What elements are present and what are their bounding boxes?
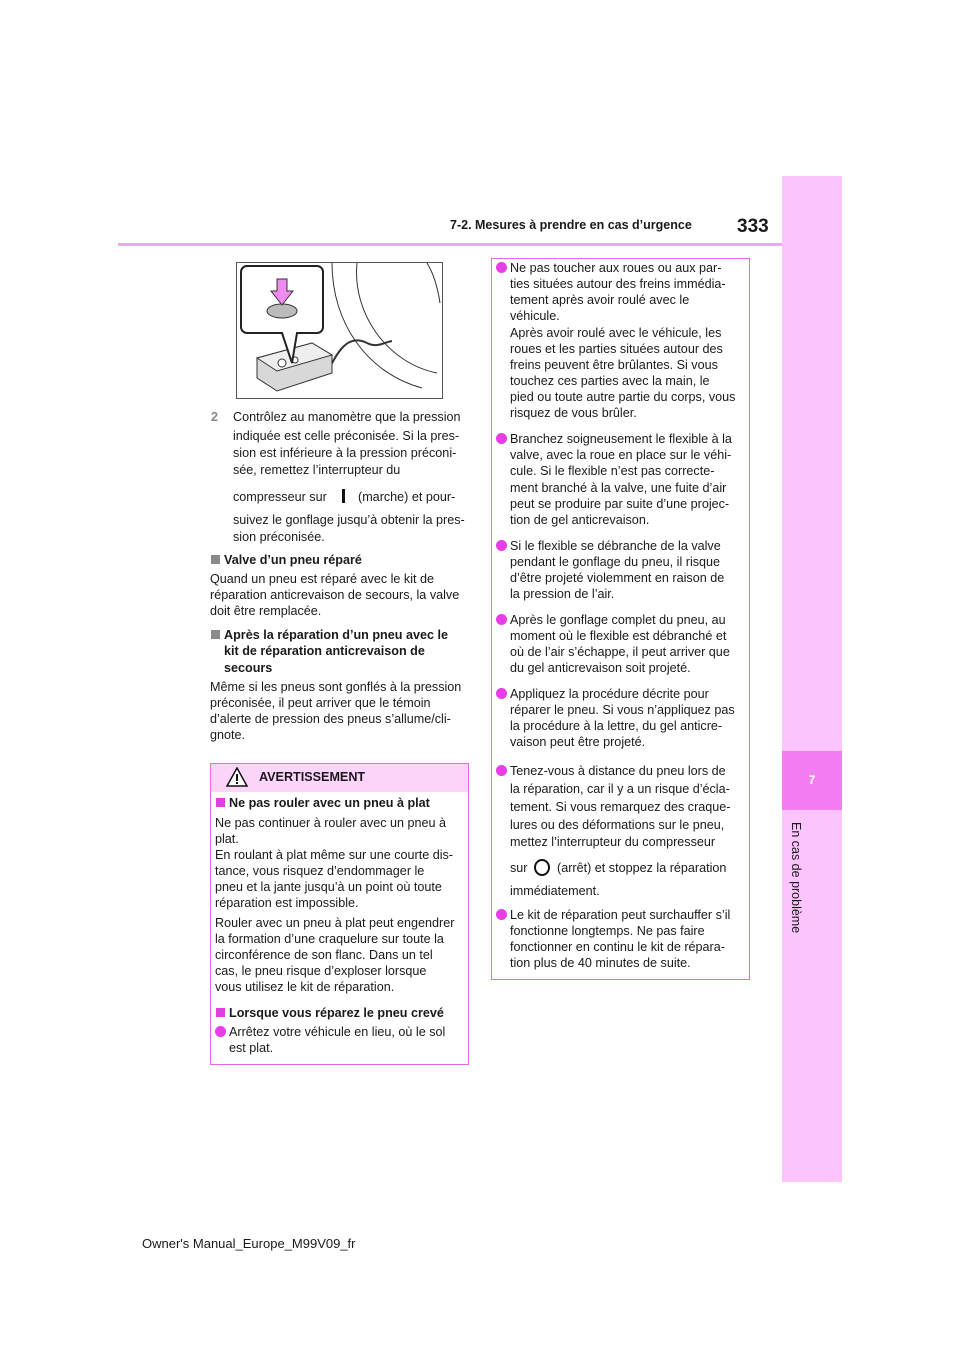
text-line: pendant le gonflage du pneu, il risque: [510, 555, 721, 569]
text-line: réparer le pneu. Si vous n’appliquez pas: [510, 703, 735, 717]
text-line: d’alerte de pression des pneus s’allume/cli-: [210, 712, 451, 726]
text-line: la formation d’une craquelure sur toute la: [215, 932, 444, 946]
text-line: cas, le pneu risque d’exploser lorsque: [215, 964, 427, 978]
text-line: immédiatement.: [510, 884, 600, 898]
text-line: Contrôlez au manomètre que la pression: [233, 410, 461, 424]
text-line: roues et les parties situées autour des: [510, 342, 723, 356]
text-line: Après le gonflage complet du pneu, au: [510, 613, 726, 627]
text-line: Après la réparation d’un pneu avec le: [224, 628, 448, 642]
text-line: Même si les pneus sont gonflés à la pression: [210, 680, 462, 694]
text-line: tion de gel anticrevaison.: [510, 513, 650, 527]
text-line: la pression de l’air.: [510, 587, 615, 601]
bullet-icon: [496, 688, 507, 699]
text-line: moment où le flexible est débranché et: [510, 629, 727, 643]
text-line: plat.: [215, 832, 239, 846]
text-line: vaison peut être projeté.: [510, 735, 646, 749]
text-line: où de l’air s’échappe, il peut arriver que: [510, 645, 730, 659]
text-line: vous utilisez le kit de réparation.: [215, 980, 395, 994]
text-line: secours: [224, 661, 273, 675]
text-line: pied ou toute autre partie du corps, vous: [510, 390, 736, 404]
text-line: sée, remettez l’interrupteur du: [233, 463, 401, 477]
square-bullet-icon: [211, 555, 220, 564]
text-line: mettez l’interrupteur du compresseur: [510, 835, 716, 849]
chapter-side-tab: [782, 176, 842, 1182]
text-line: Rouler avec un pneu à plat peut engendrer: [215, 916, 455, 930]
text-line: du gel anticrevaison soit projeté.: [510, 661, 691, 675]
bullet-icon: [496, 540, 507, 551]
footer-text: Owner's Manual_Europe_M99V09_fr: [142, 1236, 356, 1251]
text-line: Ne pas rouler avec un pneu à plat: [229, 796, 430, 810]
text-line: freins peuvent être brûlantes. Si vous: [510, 358, 718, 372]
bullet-icon: [215, 1026, 226, 1037]
bullet-icon: [496, 433, 507, 444]
chapter-title: En cas de problème: [789, 822, 803, 934]
text-line: Valve d’un pneu réparé: [224, 553, 362, 567]
text-line: tance, vous risquez d’endommager le: [215, 864, 425, 878]
square-bullet-icon: [216, 798, 225, 807]
text-line: ment branché à la valve, une fuite d’air: [510, 481, 727, 495]
square-bullet-icon: [216, 1008, 225, 1017]
bullet-icon: [496, 765, 507, 776]
text-line: Ne pas toucher aux roues ou aux par-: [510, 261, 722, 275]
text-line: Branchez soigneusement le flexible à la: [510, 432, 732, 446]
text-line: tement après avoir roulé avec le: [510, 293, 690, 307]
text-line: Ne pas continuer à rouler avec un pneu à: [215, 816, 447, 830]
text-line: Arrêtez votre véhicule en lieu, où le sol: [229, 1025, 446, 1039]
text-line: sur: [510, 861, 528, 875]
text-line: d’être projeté violemment en raison de: [510, 571, 725, 585]
text-line: sion est inférieure à la pression préconi-: [233, 446, 457, 460]
text-line: Appliquez la procédure décrite pour: [510, 687, 709, 701]
text-line: compresseur sur: [233, 490, 327, 504]
text-line: peut se produire par suite d’une projec-: [510, 497, 730, 511]
text-line: est plat.: [229, 1041, 274, 1055]
text-line: véhicule.: [510, 309, 560, 323]
text-line: kit de réparation anticrevaison de: [224, 644, 425, 658]
section-title: 7-2. Mesures à prendre en cas d’urgence: [450, 218, 692, 232]
text-line: sion préconisée.: [233, 530, 325, 544]
bullet-icon: [496, 614, 507, 625]
text-line: En roulant à plat même sur une courte dis-: [215, 848, 454, 862]
warning-title: AVERTISSEMENT: [259, 770, 366, 784]
text-line: Si le flexible se débranche de la valve: [510, 539, 721, 553]
text-line: Tenez-vous à distance du pneu lors de: [510, 764, 726, 778]
chapter-number-tab[interactable]: 7: [782, 751, 842, 810]
step-number: 2: [211, 410, 219, 424]
header-rule: [118, 243, 782, 246]
page-number: 333: [737, 216, 769, 237]
text-line: réparation est impossible.: [215, 896, 359, 910]
text-line: circonférence de son flanc. Dans un tel: [215, 948, 433, 962]
text-line: touchez ces parties avec la main, le: [510, 374, 710, 388]
switch-off-icon: [534, 859, 550, 876]
text-line: doit être remplacée.: [210, 604, 322, 618]
warning-triangle-icon: [226, 767, 248, 787]
text-line: Après avoir roulé avec le véhicule, les: [510, 326, 722, 340]
text-line: réparation anticrevaison de secours, la valve: [210, 588, 460, 602]
text-line: Le kit de réparation peut surchauffer s’il: [510, 908, 731, 922]
text-line: (arrêt) et stoppez la réparation: [557, 861, 727, 875]
bullet-icon: [496, 262, 507, 273]
text-line: fonctionner en continu le kit de répara-: [510, 940, 725, 954]
text-line: la procédure à la lettre, du gel anticre-: [510, 719, 723, 733]
compressor-illustration: [236, 262, 443, 399]
text-line: valve, avec la roue en place sur le véhi-: [510, 448, 732, 462]
text-line: (marche) et pour-: [358, 490, 456, 504]
text-line: tement. Si vous remarquez des craque-: [510, 800, 731, 814]
text-line: ties situées autour des freins immédia-: [510, 277, 726, 291]
text-line: suivez le gonflage jusqu’à obtenir la pres-: [233, 513, 465, 527]
text-line: la réparation, car il y a un risque d’écla-: [510, 782, 730, 796]
text-line: risquez de vous brûler.: [510, 406, 637, 420]
text-line: préconisée, il peut arriver que le témoin: [210, 696, 431, 710]
text-line: fonctionne longtemps. Ne pas faire: [510, 924, 705, 938]
text-line: indiquée est celle préconisée. Si la pres-: [233, 429, 460, 443]
bullet-icon: [496, 909, 507, 920]
text-line: Lorsque vous réparez le pneu crevé: [229, 1006, 444, 1020]
text-line: cule. Si le flexible n’est pas correcte-: [510, 464, 715, 478]
text-line: tion plus de 40 minutes de suite.: [510, 956, 691, 970]
text-line: pneu et la jante jusqu’à un point où toute: [215, 880, 442, 894]
text-line: Quand un pneu est réparé avec le kit de: [210, 572, 435, 586]
square-bullet-icon: [211, 630, 220, 639]
text-line: gnote.: [210, 728, 246, 742]
text-line: lures ou des déformations sur le pneu,: [510, 818, 725, 832]
switch-on-icon: [342, 489, 345, 503]
